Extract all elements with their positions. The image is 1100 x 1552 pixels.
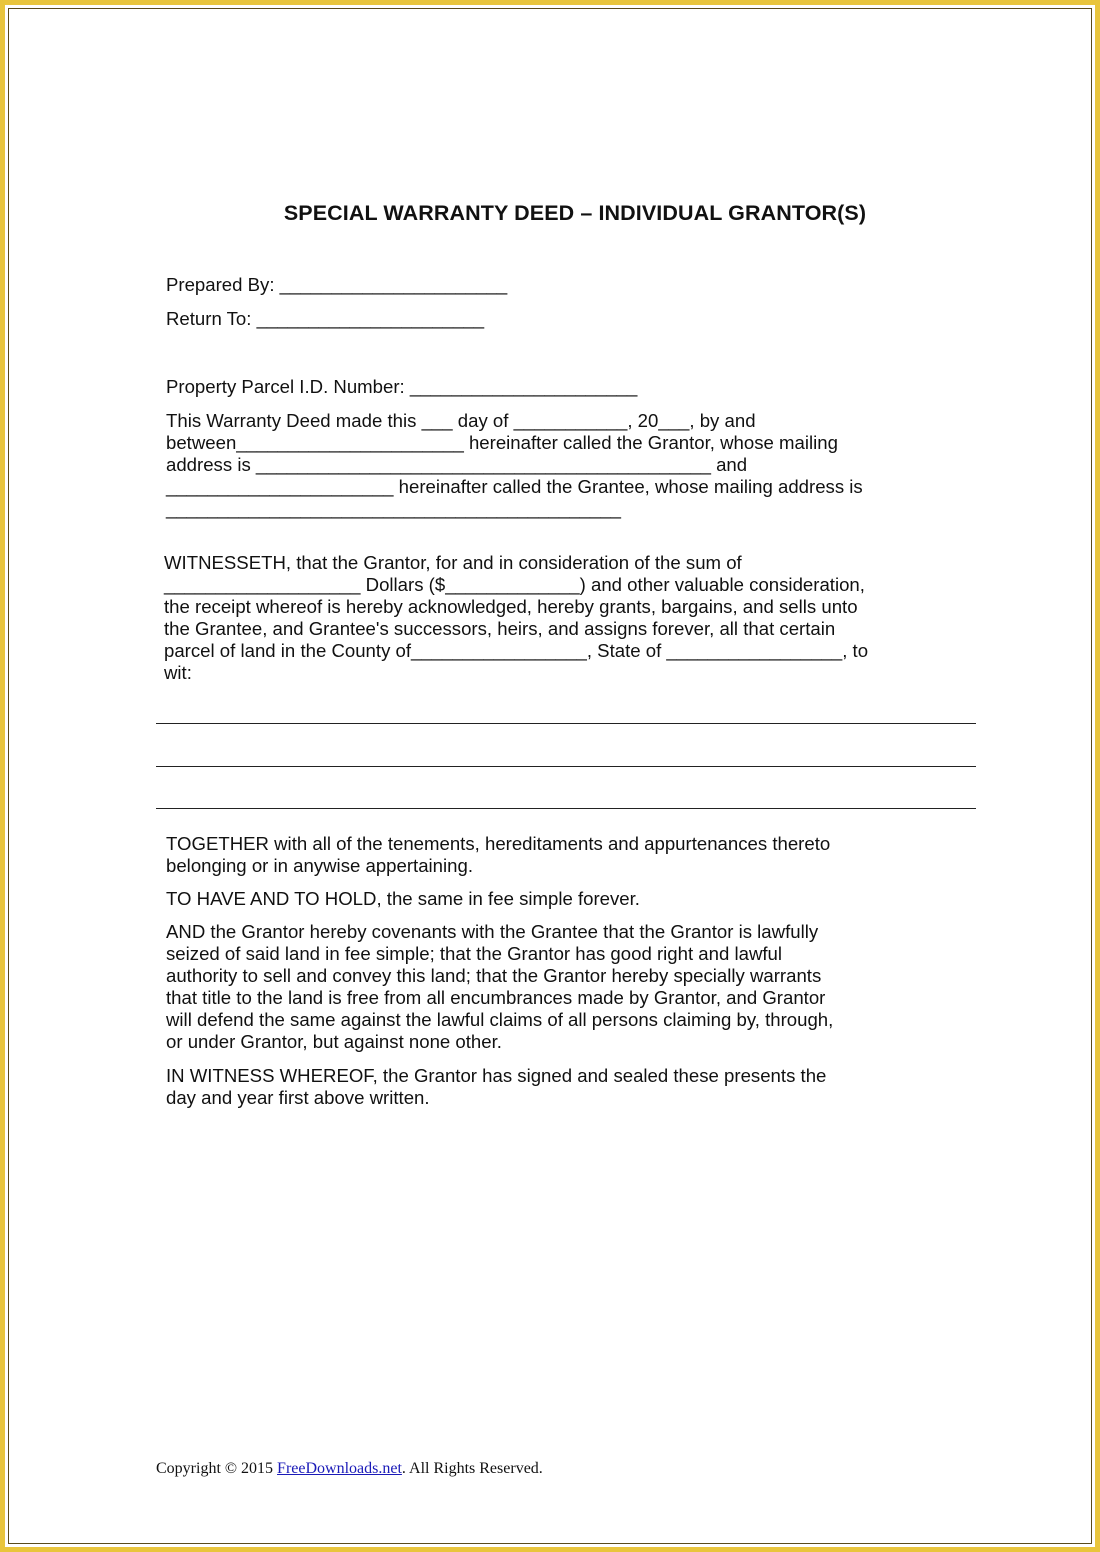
copyright-footer (156, 1460, 543, 1478)
legal-description-rule (156, 808, 976, 809)
in-witness-paragraph (166, 1065, 826, 1109)
freedownloads-link[interactable]: FreeDownloads.net (277, 1460, 402, 1477)
witnesseth-line: wit: (164, 662, 192, 683)
witnesseth-line: WITNESSETH, that the Grantor, for and in consideration of the sum of (164, 552, 742, 573)
witnesseth-paragraph (164, 552, 868, 684)
witnesseth-line: ___________________ Dollars ($_____________) and other valuable consideration, (164, 574, 865, 595)
deed-made-line: address is ____________________________________________ and (166, 454, 748, 475)
covenants-line: will defend the same against the lawful claims of all persons claiming by, through, (166, 1009, 834, 1030)
together-paragraph (166, 833, 830, 877)
covenants-line: authority to sell and convey this land; that the Grantor hereby specially warrants (166, 965, 822, 986)
to-have-line: TO HAVE AND TO HOLD, the same in fee simple forever. (166, 888, 640, 909)
document-title: SPECIAL WARRANTY DEED – INDIVIDUAL GRANTOR(S) (283, 201, 867, 225)
legal-description-rule (156, 766, 976, 767)
in-witness-line: IN WITNESS WHEREOF, the Grantor has signed and sealed these presents the (166, 1065, 827, 1086)
prepared-by-line: Prepared By: ______________________ (166, 274, 508, 295)
covenants-line: or under Grantor, but against none other. (166, 1031, 502, 1052)
return-to-line: Return To: ______________________ (166, 308, 485, 329)
covenants-line: seized of said land in fee simple; that the Grantor has good right and lawful (166, 943, 783, 964)
in-witness-line: day and year first above written. (166, 1087, 430, 1108)
copyright-suffix: . All Rights Reserved. (401, 1460, 543, 1477)
together-line: belonging or in anywise appertaining. (166, 855, 474, 876)
covenants-line: that title to the land is free from all encumbrances made by Grantor, and Grantor (166, 987, 826, 1008)
deed-made-paragraph (166, 410, 863, 520)
deed-made-line: ______________________ hereinafter called the Grantee, whose mailing address is (166, 476, 863, 497)
copyright-prefix: Copyright © 2015 (156, 1460, 278, 1477)
covenants-line: AND the Grantor hereby covenants with the Grantee that the Grantor is lawfully (166, 921, 819, 942)
page-frame-inner (8, 8, 1092, 1544)
witnesseth-line: the receipt whereof is hereby acknowledged, hereby grants, bargains, and sells unto (164, 596, 858, 617)
deed-made-line: This Warranty Deed made this ___ day of ___________, 20___, by and (166, 410, 756, 431)
witnesseth-line: the Grantee, and Grantee's successors, heirs, and assigns forever, all that certain (164, 618, 836, 639)
deed-made-line: between______________________ hereinafter called the Grantor, whose mailing (166, 432, 838, 453)
parcel-id-line: Property Parcel I.D. Number: ______________________ (166, 376, 638, 397)
legal-description-rule (156, 723, 976, 724)
covenants-paragraph (166, 921, 833, 1053)
deed-made-line: ____________________________________________ (166, 498, 622, 519)
together-line: TOGETHER with all of the tenements, hereditaments and appurtenances thereto (166, 833, 831, 854)
witnesseth-line: parcel of land in the County of_________________, State of _________________, to (164, 640, 869, 661)
